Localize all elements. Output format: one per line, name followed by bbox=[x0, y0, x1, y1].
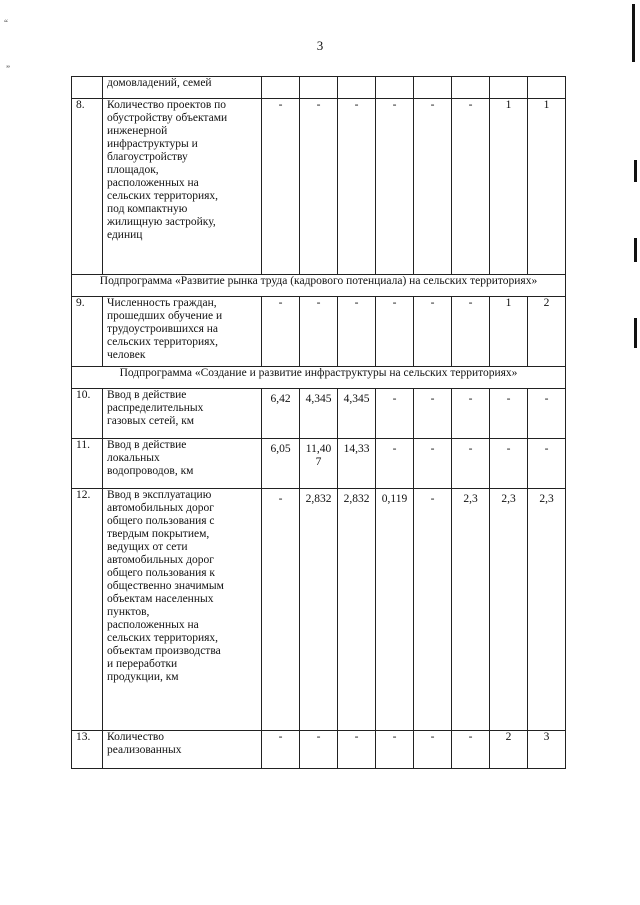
value-cell: - bbox=[414, 489, 452, 731]
description-line: площадок, bbox=[107, 164, 159, 176]
description-line: сельских территориях, bbox=[107, 190, 219, 202]
scan-speck: ” bbox=[6, 64, 10, 74]
value-cell: 2,3 bbox=[490, 489, 528, 731]
row-number bbox=[72, 77, 103, 99]
value-cell: 2,832 bbox=[300, 489, 338, 731]
row-number: 13. bbox=[72, 731, 103, 769]
value-cell: 4,345 bbox=[300, 389, 338, 439]
description-line: благоустройству bbox=[107, 151, 188, 163]
value-cell: - bbox=[262, 297, 300, 367]
value-cell: 2,832 bbox=[338, 489, 376, 731]
description-line: расположенных на bbox=[107, 619, 199, 631]
description-line: ведущих от сети bbox=[107, 541, 188, 553]
indicator-description bbox=[103, 731, 262, 769]
table-row bbox=[72, 731, 566, 769]
description-line: под компактную bbox=[107, 203, 188, 215]
value-cell: 2 bbox=[490, 731, 528, 769]
value-cell bbox=[452, 77, 490, 99]
value-cell: - bbox=[414, 297, 452, 367]
value-cell: - bbox=[300, 297, 338, 367]
description-line: человек bbox=[107, 349, 146, 361]
indicator-description bbox=[103, 389, 262, 439]
row-number: 8. bbox=[72, 99, 103, 275]
description-line: сельских территориях, bbox=[107, 632, 219, 644]
indicator-description bbox=[103, 297, 262, 367]
value-cell: - bbox=[262, 731, 300, 769]
table-row bbox=[72, 297, 566, 367]
value-cell: 14,33 bbox=[338, 439, 376, 489]
description-line: трудоустроившихся на bbox=[107, 323, 219, 335]
value-cell: 1 bbox=[490, 297, 528, 367]
description-line: прошедших обучение и bbox=[107, 310, 223, 322]
description-line: расположенных на bbox=[107, 177, 199, 189]
indicator-description bbox=[103, 99, 262, 275]
description-line: жилищную застройку, bbox=[107, 216, 216, 228]
value-cell: - bbox=[490, 439, 528, 489]
value-cell: - bbox=[376, 99, 414, 275]
value-cell: 2 bbox=[528, 297, 566, 367]
description-line: газовых сетей, км bbox=[107, 415, 195, 427]
description-line: объектам производства bbox=[107, 645, 221, 657]
value-cell bbox=[490, 77, 528, 99]
description-line: Численность граждан, bbox=[107, 297, 217, 309]
scan-edge-mark bbox=[634, 238, 637, 262]
row-number: 11. bbox=[72, 439, 103, 489]
value-cell: - bbox=[376, 297, 414, 367]
value-cell: - bbox=[452, 99, 490, 275]
value-cell: - bbox=[414, 389, 452, 439]
description-line: инженерной bbox=[107, 125, 168, 137]
indicator-description bbox=[103, 489, 262, 731]
row-number: 12. bbox=[72, 489, 103, 731]
description-line: сельских территориях, bbox=[107, 336, 219, 348]
description-line: единиц bbox=[107, 229, 143, 241]
description-line: распределительных bbox=[107, 402, 204, 414]
value-cell: - bbox=[414, 731, 452, 769]
value-cell: - bbox=[414, 99, 452, 275]
description-line: Ввод в действие bbox=[107, 389, 187, 401]
description-line: обустройству объектами bbox=[107, 112, 228, 124]
value-cell: - bbox=[338, 297, 376, 367]
value-cell: - bbox=[452, 297, 490, 367]
value-cell: 3 bbox=[528, 731, 566, 769]
subprogram-row bbox=[72, 367, 566, 389]
description-line: водопроводов, км bbox=[107, 465, 194, 477]
value-cell: 0,119 bbox=[376, 489, 414, 731]
value-cell bbox=[376, 77, 414, 99]
value-cell: - bbox=[338, 731, 376, 769]
value-cell: 6,42 bbox=[262, 389, 300, 439]
scan-speck: “ bbox=[4, 18, 8, 28]
value-cell: - bbox=[376, 731, 414, 769]
value-cell: - bbox=[262, 489, 300, 731]
description-line: общего пользования к bbox=[107, 567, 216, 579]
value-cell: - bbox=[452, 389, 490, 439]
value-cell: 1 bbox=[490, 99, 528, 275]
description-line: домовладений, семей bbox=[107, 77, 212, 89]
value-cell: - bbox=[376, 439, 414, 489]
row-number: 9. bbox=[72, 297, 103, 367]
table-row bbox=[72, 389, 566, 439]
description-line: объектам населенных bbox=[107, 593, 214, 605]
description-line: пунктов, bbox=[107, 606, 150, 618]
description-line: и переработки bbox=[107, 658, 178, 670]
value-cell bbox=[262, 77, 300, 99]
description-line: автомобильных дорог bbox=[107, 554, 214, 566]
description-line: Количество проектов по bbox=[107, 99, 227, 111]
description-line: общественно значимым bbox=[107, 580, 224, 592]
value-cell bbox=[414, 77, 452, 99]
value-cell: - bbox=[338, 99, 376, 275]
value-cell: - bbox=[452, 439, 490, 489]
value-cell bbox=[300, 77, 338, 99]
scan-edge-mark bbox=[634, 318, 637, 348]
value-cell: 2,3 bbox=[452, 489, 490, 731]
subprogram-title: Подпрограмма «Развитие рынка труда (кадрового потенциала) на сельских территориях» bbox=[72, 275, 566, 297]
description-line: Ввод в действие bbox=[107, 439, 187, 451]
description-line: Ввод в эксплуатацию bbox=[107, 489, 212, 501]
description-line: автомобильных дорог bbox=[107, 502, 214, 514]
page-number: 3 bbox=[316, 38, 324, 53]
table-row bbox=[72, 99, 566, 275]
table-row bbox=[72, 77, 566, 99]
row-number: 10. bbox=[72, 389, 103, 439]
value-cell: - bbox=[376, 389, 414, 439]
value-cell: 1 bbox=[528, 99, 566, 275]
subprogram-title: Подпрограмма «Создание и развитие инфраструктуры на сельских территориях» bbox=[72, 367, 566, 389]
value-cell: - bbox=[414, 439, 452, 489]
value-cell: - bbox=[262, 99, 300, 275]
value-cell: - bbox=[452, 731, 490, 769]
value-cell: 4,345 bbox=[338, 389, 376, 439]
description-line: локальных bbox=[107, 452, 160, 464]
scan-edge-mark bbox=[634, 160, 637, 182]
value-cell: - bbox=[490, 389, 528, 439]
value-cell: - bbox=[300, 99, 338, 275]
description-line: Количество bbox=[107, 731, 164, 743]
table-body bbox=[72, 77, 566, 769]
description-line: твердым покрытием, bbox=[107, 528, 210, 540]
value-cell: 11,40 7 bbox=[300, 439, 338, 489]
value-cell: - bbox=[528, 389, 566, 439]
subprogram-row bbox=[72, 275, 566, 297]
indicator-description bbox=[103, 439, 262, 489]
indicator-description bbox=[103, 77, 262, 99]
value-cell: 6,05 bbox=[262, 439, 300, 489]
description-line: инфраструктуры и bbox=[107, 138, 198, 150]
table-row bbox=[72, 489, 566, 731]
value-cell bbox=[338, 77, 376, 99]
value-cell bbox=[528, 77, 566, 99]
description-line: общего пользования с bbox=[107, 515, 215, 527]
value-cell: 2,3 bbox=[528, 489, 566, 731]
value-cell: - bbox=[528, 439, 566, 489]
value-cell: - bbox=[300, 731, 338, 769]
table-row bbox=[72, 439, 566, 489]
description-line: реализованных bbox=[107, 744, 182, 756]
description-line: продукции, км bbox=[107, 671, 179, 683]
indicators-table bbox=[71, 76, 566, 769]
